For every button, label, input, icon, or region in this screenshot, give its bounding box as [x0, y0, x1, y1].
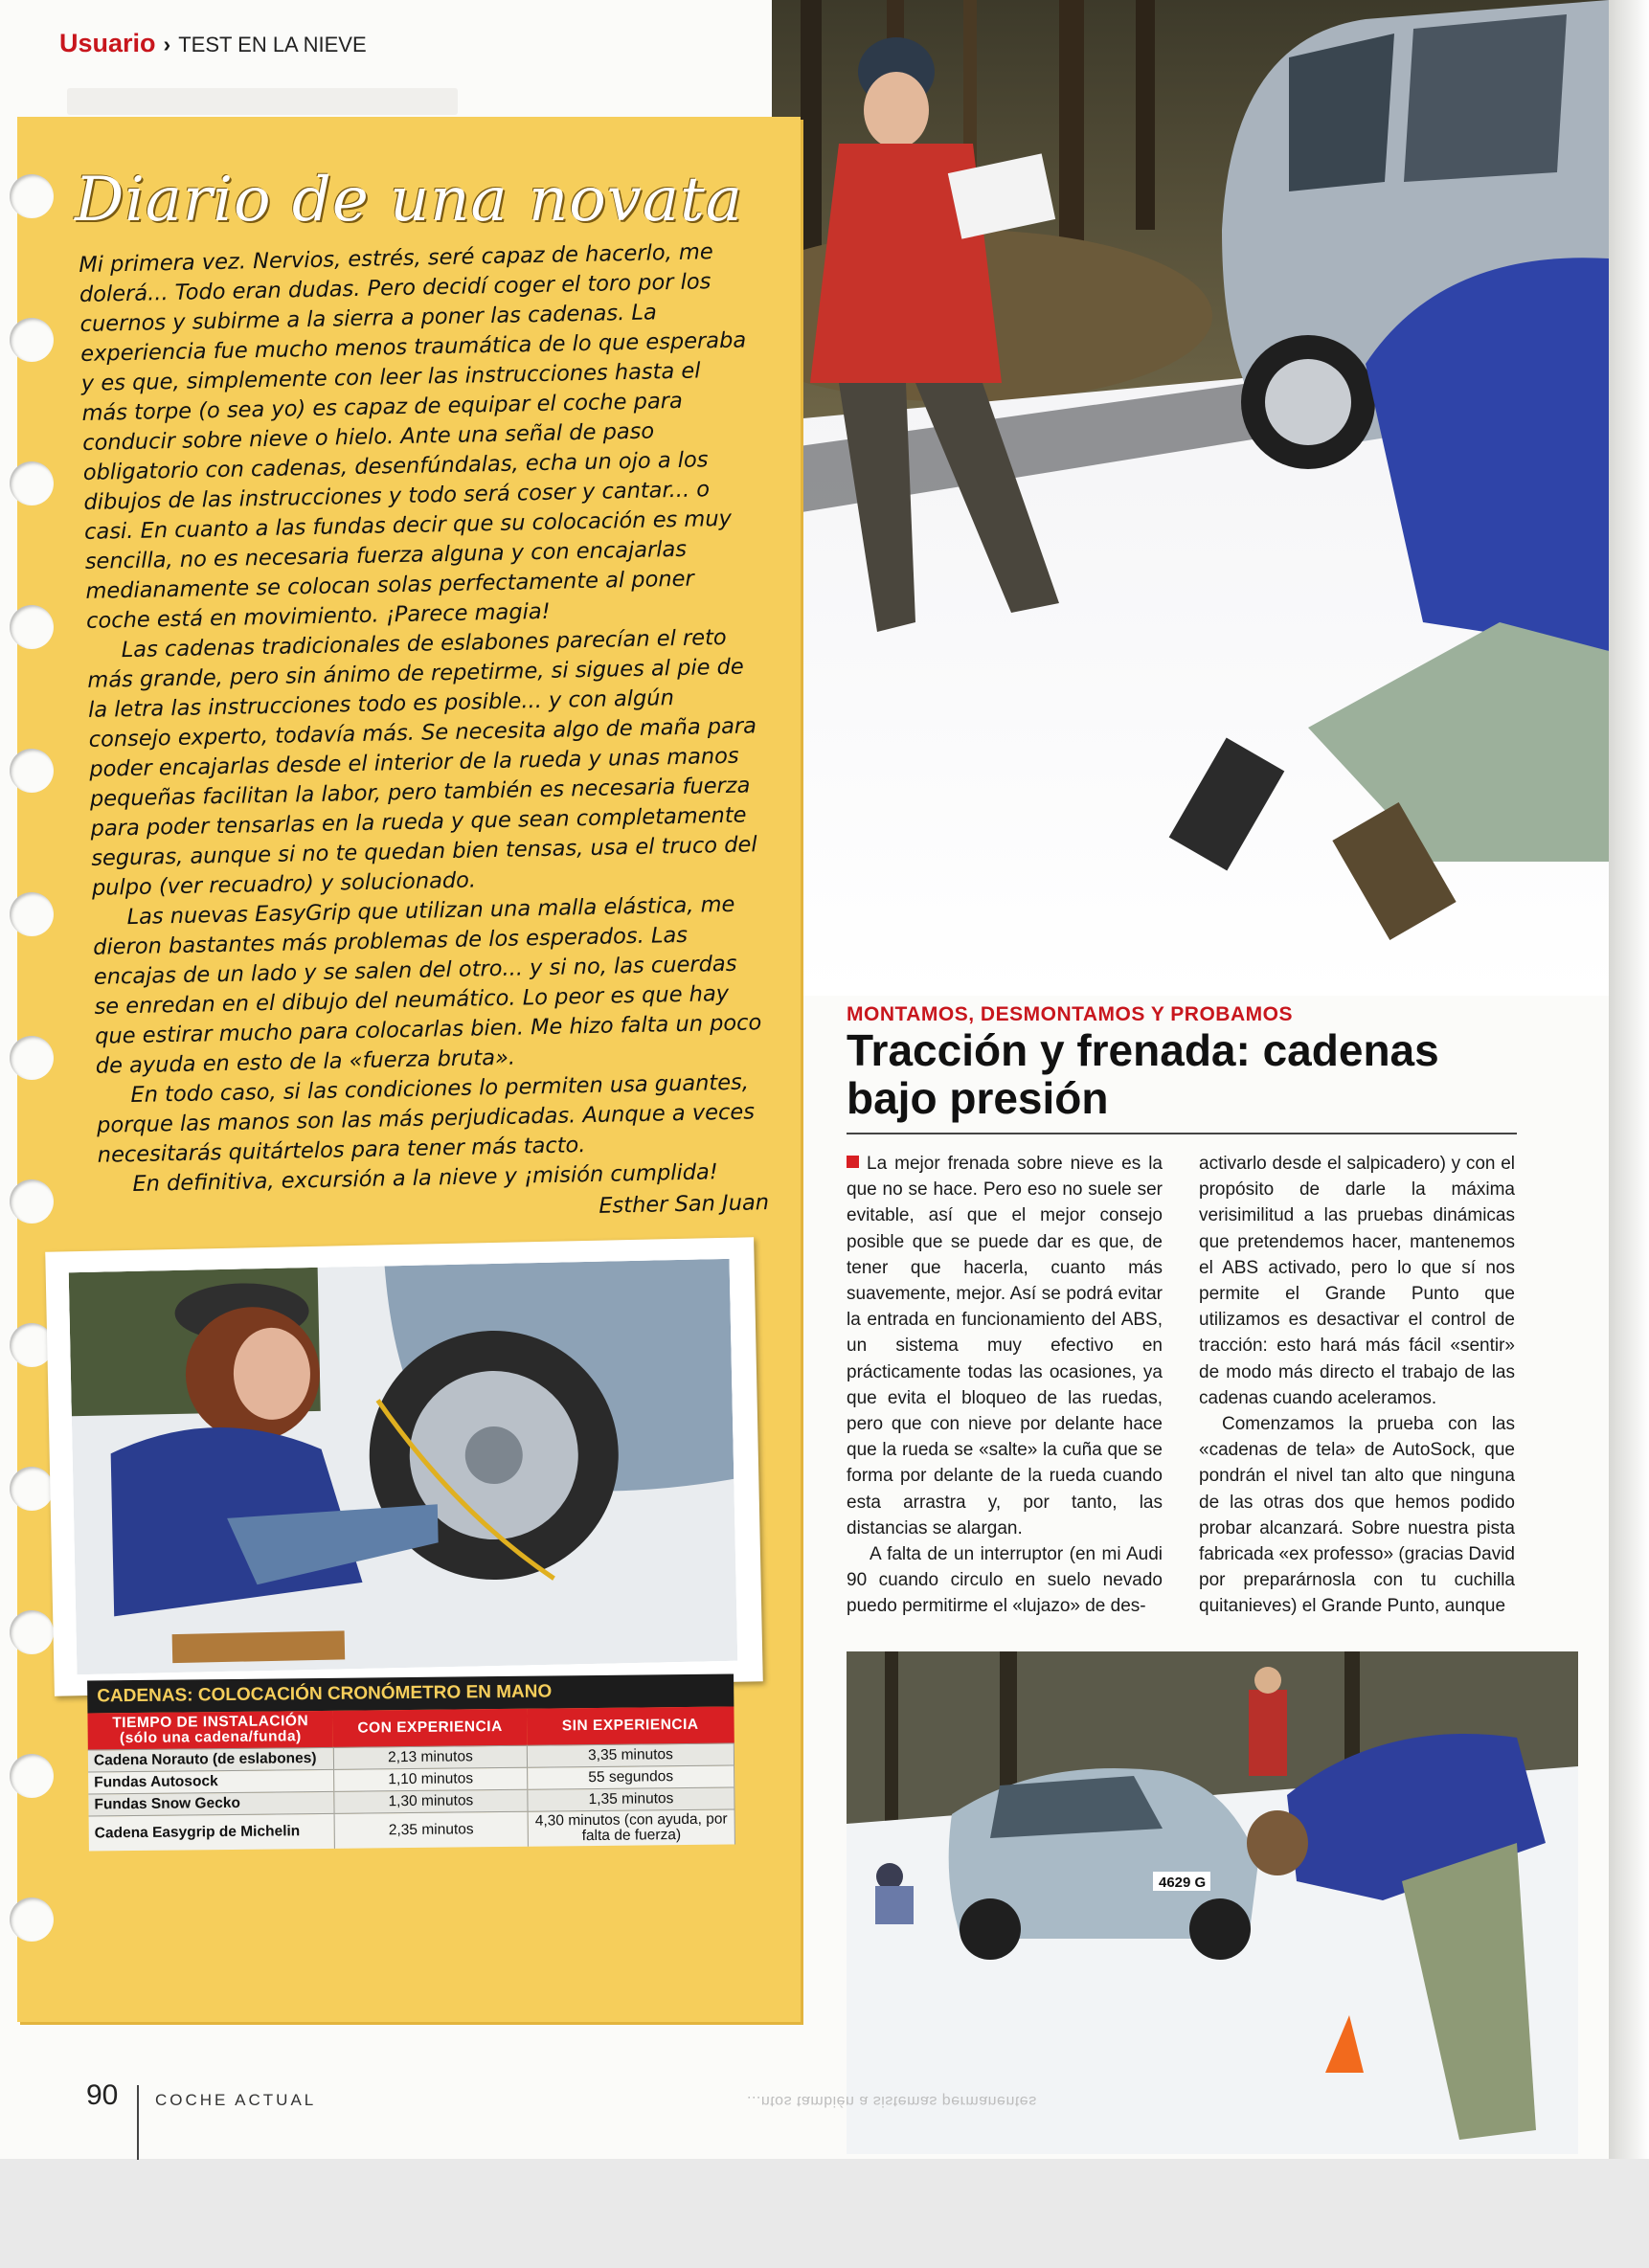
binder-hole: [10, 318, 54, 362]
diary-paragraph: Las cadenas tradicionales de eslabones parecían el reto más grande, pero sin ánimo de repetirme, si sigues al pie de la letra las instrucciones todo es posible... y con algún consejo experto, todavía más. Se necesita algo de maña para poder encajarlas desde el interior de la rueda y unas manos pequeñas facilitan la labor, pero también es necesaria fuerza para poder tensarlas en la rueda y que sean completamente seguras, aunque si no te quedan bien tensas, usa el truco del pulpo (ver recuadro) y solucionado.: [87, 624, 757, 901]
section-label: Usuario: [59, 29, 156, 57]
page-number: 90: [86, 2079, 119, 2111]
diary-paragraph: En definitiva, excursión a la nieve y ¡misión cumplida!: [132, 1159, 719, 1198]
diary-body: [79, 236, 769, 1231]
binder-hole: [10, 605, 54, 649]
page-edge-shadow: [1609, 0, 1649, 2164]
diary-paragraph: En todo caso, si las condiciones lo permiten usa guantes, porque las manos son las más perjudicadas. Aunque a veces necesitarás quitártelos para tener más tacto.: [96, 1069, 756, 1168]
binder-hole: [10, 1036, 54, 1080]
binder-hole: [10, 1467, 54, 1511]
photo-woman-installing-chain: [69, 1259, 738, 1674]
table: [87, 1706, 734, 1851]
table-cell: 1,35 minutos: [528, 1787, 734, 1811]
table-cell: 1,30 minutos: [334, 1789, 529, 1813]
table-cell: 1,10 minutos: [333, 1767, 528, 1791]
photo-woman-installing-chain-illustration: [69, 1259, 738, 1674]
table-cell: 3,35 minutos: [527, 1743, 734, 1767]
binder-hole: [10, 892, 54, 936]
article-paragraph: [847, 1151, 1163, 1541]
article-paragraph: Comenzamos la prueba con las «cadenas de tela» de AutoSock, que pondrán el nivel tan alto que ninguna de las otras dos que hemos podido probar alcanzará. Sobre nuestra pista fabricada «ex professo» (gracias David por preparárnosla con tu cuchilla quitanieves) el Grande Punto, aunque: [1199, 1414, 1515, 1617]
table-header: SIN EXPERIENCIA: [527, 1706, 734, 1745]
photo-frame: [45, 1237, 763, 1695]
table-header: CON EXPERIENCIA: [333, 1709, 528, 1748]
show-through-text: ...ntos también a sistemas permanentes: [747, 2093, 1037, 2109]
binder-hole: [10, 461, 54, 505]
table-cell: Fundas Autosock: [88, 1769, 334, 1794]
article-paragraph: activarlo desde el salpicadero) y con el propósito de darle la máxima verisimilitud a las pruebas dinámicas que pretendemos hacer, mantenemos el ABS activado, pero lo que sí nos permite el Grande Punto que utilizamos es desactivar el control de tracción: esto hará más fácil «sentir» de modo más directo el trabajo de las cadenas cuando aceleramos.: [1199, 1154, 1515, 1408]
license-plate-text: 4629 G: [1159, 1875, 1207, 1891]
article-paragraph: A falta de un interruptor (en mi Audi 90 cuando circulo en suelo nevado puedo permitirme el «lujazo» de des-: [847, 1544, 1163, 1617]
table-cell: 2,13 minutos: [333, 1745, 528, 1769]
table-title: CADENAS: COLOCACIÓN CRONÓMETRO EN MANO: [87, 1673, 734, 1713]
binder-hole: [10, 1897, 54, 1942]
diary-paragraph: Las nuevas EasyGrip que utilizan una malla elástica, me dieron bastantes más problemas de los esperados. Las encajas de un lado y se salen del otro... y si no, las cuerdas se enredan en el dibujo del neumático. Lo peor es que hay que estirar mucho para colocarlas bien. Me hizo falta un poco de ayuda en esto de la «fuerza bruta».: [92, 891, 762, 1079]
footer-divider: [137, 2085, 139, 2160]
article-column-2: [1199, 1151, 1515, 1620]
binder-hole: [10, 749, 54, 793]
section-header: [59, 29, 367, 58]
table-cell: 4,30 minutos (con ayuda, por falta de fuerza): [528, 1809, 734, 1847]
table-cell: 55 segundos: [528, 1765, 734, 1789]
article-paragraph-text: La mejor frenada sobre nieve es la que no se hace. Pero eso no suele ser evitable, así que el mejor consejo posible que se puede dar es que, de tener que hacerla, cuanto más suavemente, mejor. Así se podrá evitar la entrada en funcionamiento del ABS, un sistema muy efectivo en prácticamente todas las ocasiones, ya que evita el bloqueo de las ruedas, pero que con nieve por delante hace que la rueda se «salte» la cuña que se forma por delante de la rueda cuando esta arrastra y, por tanto, las distancias se alargan.: [847, 1154, 1163, 1538]
article-kicker: MONTAMOS, DESMONTAMOS Y PROBAMOS: [847, 1003, 1293, 1025]
diary-paragraph: Mi primera vez. Nervios, estrés, seré capaz de hacerlo, me dolerá... Todo eran dudas. Pero decidí coger el toro por los cuernos y subirme a la sierra a poner las cadenas. La experiencia fue mucho menos traumática de lo que esperaba y es que, simplemente con leer las instrucciones hasta el más torpe (o sea yo) es capaz de equipar el coche para conducir sobre nieve o hielo. Ante una señal de paso obligatorio con cadenas, desenfúndalas, echa un ojo a los dibujos de las instrucciones y todo será coser y cantar... o casi. En cuanto a las fundas decir que su colocación es muy sencilla, no es necesaria fuerza alguna y con encajarlas medianamente se colocan solas perfectamente al poner coche está en movimiento. ¡Parece magia!: [79, 239, 747, 634]
table-cell: Cadena Norauto (de eslabones): [88, 1747, 334, 1772]
photo-tester-snow-car-illustration: [772, 0, 1609, 996]
installation-time-table: [87, 1673, 735, 1851]
diary-title: Diario de una novata: [75, 165, 743, 236]
binder-hole: [10, 174, 54, 218]
red-square-bullet-icon: [847, 1156, 859, 1168]
table-row: [89, 1809, 735, 1852]
binder-hole: [10, 1754, 54, 1798]
diary-signature: Esther San Juan: [599, 1190, 770, 1219]
binder-hole: [10, 1179, 54, 1224]
table-cell: Cadena Easygrip de Michelin: [89, 1813, 335, 1851]
article-column-1: [847, 1151, 1163, 1620]
table-cell: Fundas Snow Gecko: [88, 1791, 334, 1816]
magazine-brand: COCHE ACTUAL: [155, 2091, 317, 2109]
binder-hole: [10, 1610, 54, 1654]
table-header: TIEMPO DE INSTALACIÓN (sólo una cadena/funda): [87, 1711, 333, 1750]
article-headline: Tracción y frenada: cadenas bajo presión: [847, 1025, 1439, 1123]
headline-rule: [847, 1133, 1517, 1134]
photo-car-on-test-track: [847, 1651, 1578, 2154]
subsection-label: TEST EN LA NIEVE: [178, 33, 367, 56]
photo-tester-snow-car: [772, 0, 1609, 996]
scan-margin: [0, 2159, 1649, 2268]
breadcrumb-separator: ›: [163, 32, 171, 56]
table-cell: 2,35 minutos: [334, 1811, 529, 1849]
faded-print-bar: [67, 88, 458, 115]
photo-car-on-test-track-illustration: [847, 1651, 1578, 2154]
